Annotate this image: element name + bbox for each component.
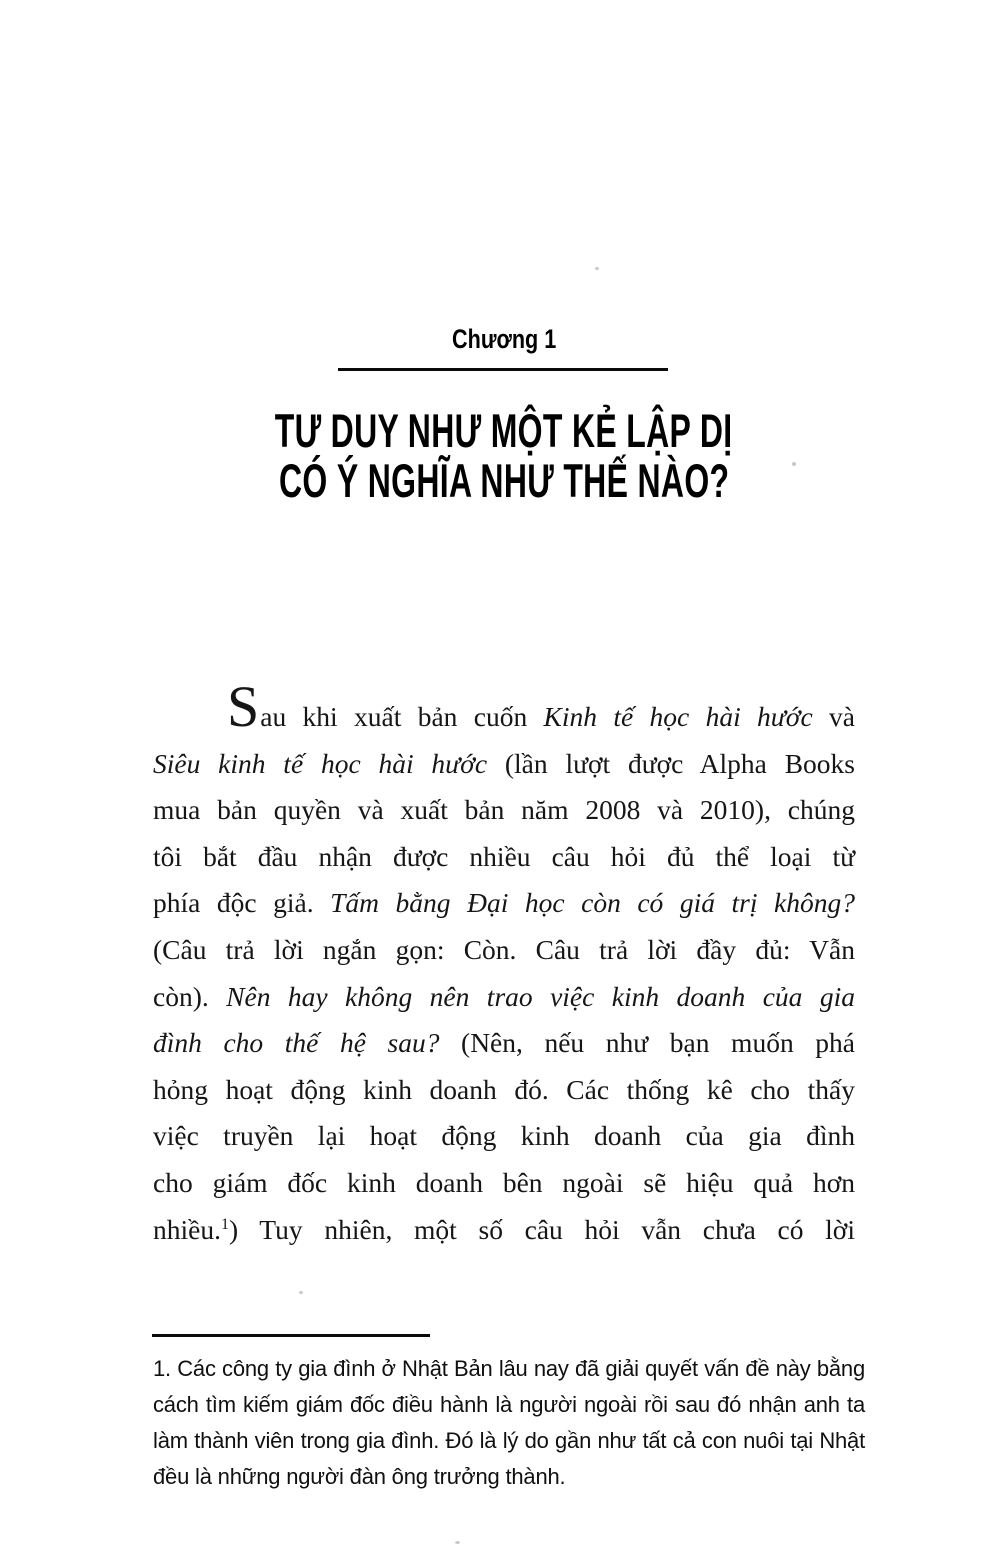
body-paragraph [153,674,855,1253]
text-run: cho giám đốc kinh doanh bên ngoài sẽ hiệu quả hơn [153,1166,855,1198]
text-run: và [812,701,855,732]
text-run: ) Tuy nhiên, một số câu hỏi vẫn chưa có lời [228,1213,855,1245]
text-run: phía độc giả. [153,887,331,919]
scan-speck [792,462,796,466]
chapter-title-text-2: CÓ Ý NGHĨA NHƯ THẾ NÀO? [278,454,730,507]
text-run: (Câu trả lời ngắn gọn: Còn. Câu trả lời đầy đủ: Vẫn [153,933,855,965]
text-run: nhiều. [153,1213,221,1245]
footnote-rule [152,1334,430,1337]
body-line [153,880,855,927]
text-run: (Nên, nếu như bạn muốn phá [439,1027,855,1059]
chapter-title [103,406,905,506]
text-run: Nên hay không nên trao việc kinh doanh của gia [226,980,855,1012]
chapter-label [153,324,855,355]
body-line [153,1160,855,1207]
chapter-title-line-2 [103,456,905,506]
body-line [153,974,855,1021]
text-run: Kinh tế học hài hước [543,701,813,732]
drop-cap: S [227,674,261,739]
text-run: tôi bắt đầu nhận được nhiều câu hỏi đủ thể loại từ [153,840,855,872]
body-line [153,674,855,741]
text-run: việc truyền lại hoạt động kinh doanh của gia đình [153,1120,855,1152]
text-run: đình cho thế hệ sau? [153,1027,440,1059]
body-line [153,1067,855,1114]
chapter-underline-rule [338,368,668,371]
body-line [153,1020,855,1067]
text-run: còn). [153,980,227,1012]
footnote-text: 1. Các công ty gia đình ở Nhật Bản lâu nay đã giải quyết vấn đề này bằng cách tìm kiếm giám đốc điều hành là người ngoài rồi sau đó nhận anh ta làm thành viên trong gia đình. Đó là lý do gần như tất cả con nuôi tại Nhật đều là những người đàn ông trưởng thành. [153,1356,865,1489]
scan-speck [299,1291,303,1294]
chapter-title-line-1 [103,406,905,456]
body-line [153,834,855,881]
footnote-reference: 1 [220,1215,229,1233]
text-run: (lần lượt được Alpha Books [487,747,855,779]
body-line [153,787,855,834]
text-run: mua bản quyền và xuất bản năm 2008 và 2010), chúng [153,794,855,826]
body-line [153,1207,855,1254]
body-line [153,1113,855,1160]
body-line [153,927,855,974]
text-run: Siêu kinh tế học hài hước [153,747,488,779]
text-run: au khi xuất bản cuốn [260,701,544,732]
chapter-title-text-1: TƯ DUY NHƯ MỘT KẺ LẬP DỊ [275,404,733,457]
chapter-label-text: Chương 1 [451,324,557,354]
scan-speck [455,1541,460,1544]
scan-speck [595,267,599,270]
text-run: hỏng hoạt động kinh doanh đó. Các thống kê cho thấy [153,1073,855,1105]
body-line [153,741,855,788]
text-run: Tấm bằng Đại học còn có giá trị không? [330,887,855,919]
